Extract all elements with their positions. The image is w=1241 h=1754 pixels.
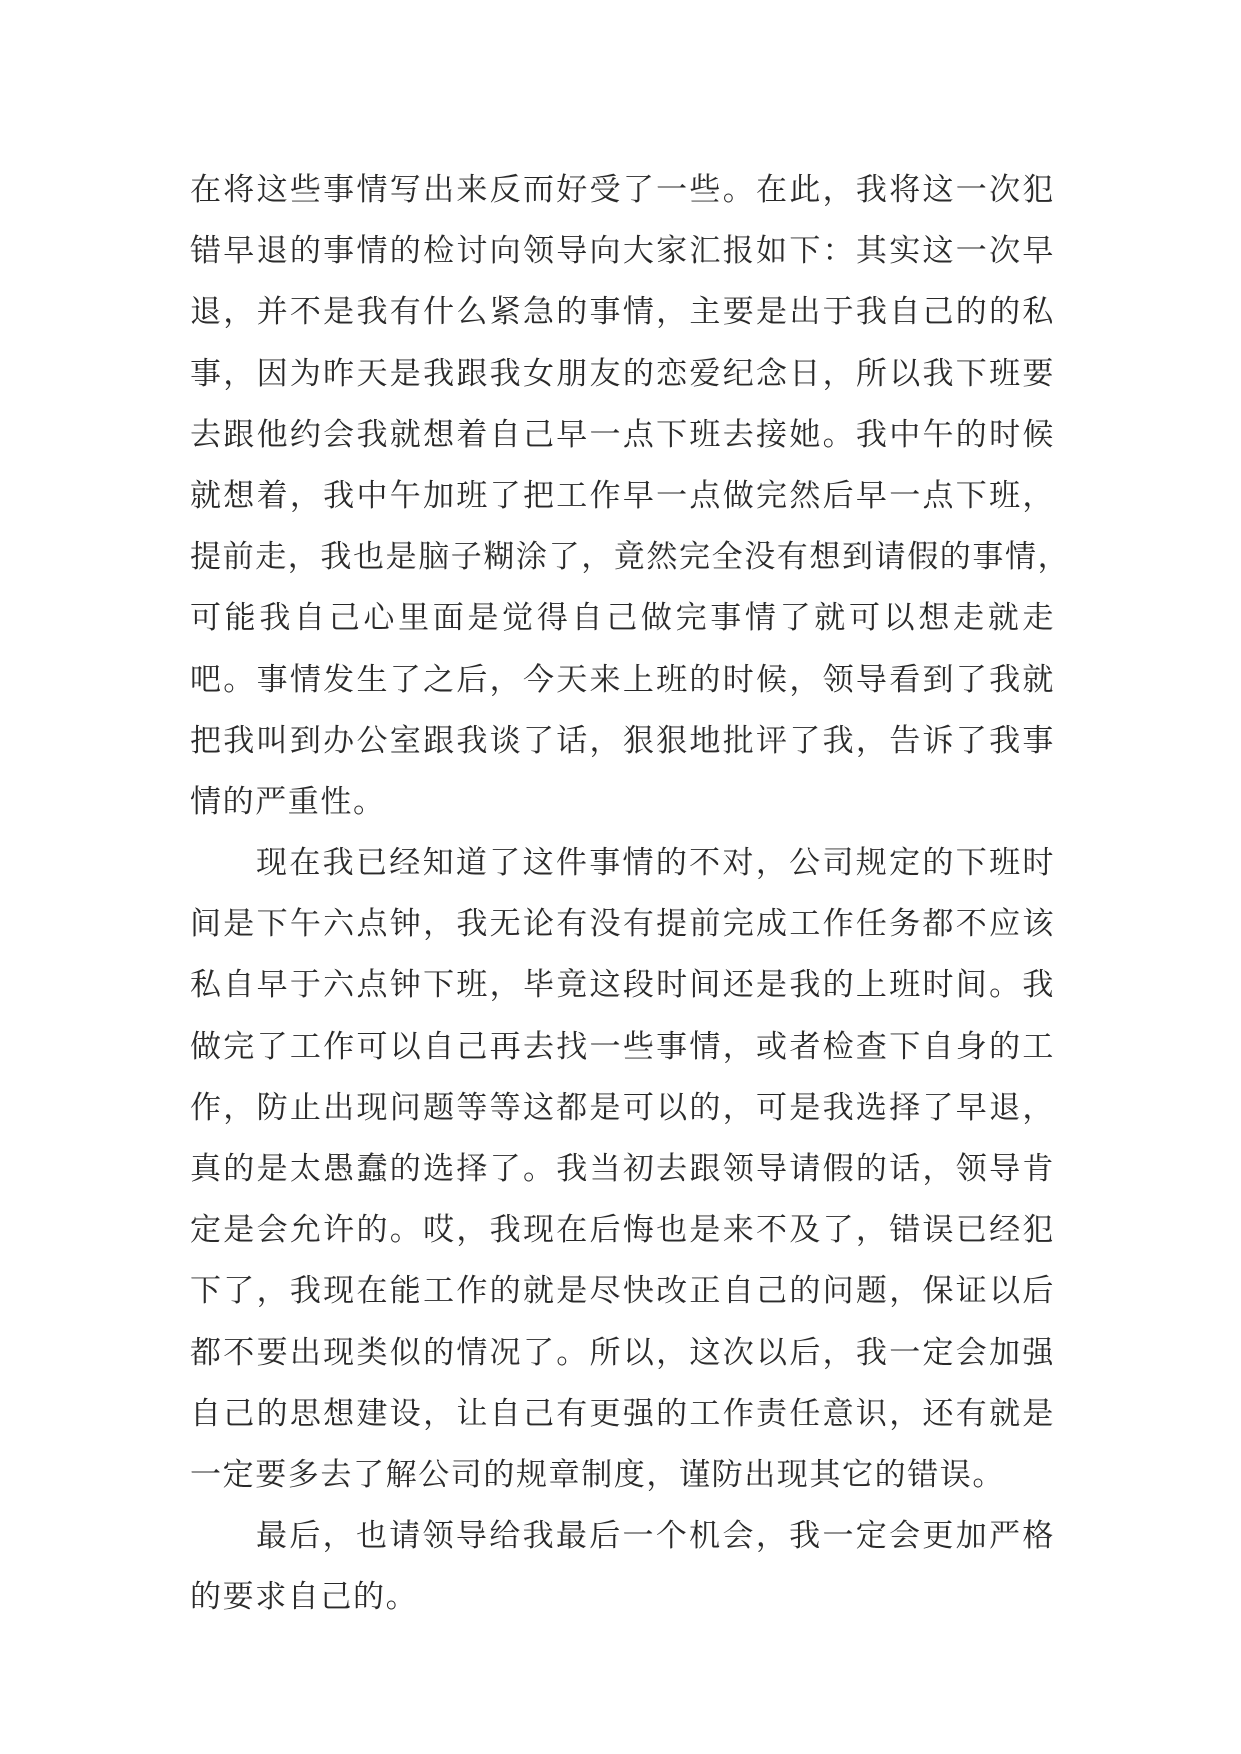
text-line: 把我叫到办公室跟我谈了话，狠狠地批评了我，告诉了我事 (190, 722, 1055, 759)
text-line: 做完了工作可以自己再去找一些事情，或者检查下自身的工 (190, 1028, 1055, 1065)
text-line: 去跟他约会我就想着自己早一点下班去接她。我中午的时候 (190, 416, 1055, 453)
paragraph (190, 1506, 1055, 1628)
text-line: 定是会允许的。哎，我现在后悔也是来不及了，错误已经犯 (190, 1212, 1055, 1249)
text-line: 退，并不是我有什么紧急的事情，主要是出于我自己的的私 (190, 294, 1055, 331)
text-line: 可能我自己心里面是觉得自己做完事情了就可以想走就走 (190, 600, 1055, 637)
text-line: 的要求自己的。 (190, 1579, 419, 1616)
text-line: 提前走，我也是脑子糊涂了，竟然完全没有想到请假的事情， (190, 539, 1071, 576)
text-line: 就想着，我中午加班了把工作早一点做完然后早一点下班， (190, 477, 1055, 514)
document-body (190, 160, 1071, 1629)
text-line: 一定要多去了解公司的规章制度，谨防出现其它的错误。 (190, 1456, 1005, 1493)
text-line: 私自早于六点钟下班，毕竟这段时间还是我的上班时间。我 (190, 967, 1055, 1004)
text-line: 真的是太愚蠢的选择了。我当初去跟领导请假的话，领导肯 (190, 1151, 1055, 1187)
text-line: 间是下午六点钟，我无论有没有提前完成工作任务都不应该 (190, 906, 1055, 943)
text-line: 事，因为昨天是我跟我女朋友的恋爱纪念日，所以我下班要 (190, 355, 1055, 392)
text-line: 错早退的事情的检讨向领导向大家汇报如下：其实这一次早 (190, 233, 1055, 270)
paragraph (190, 160, 1071, 833)
paragraph (190, 833, 1055, 1506)
text-line: 最后，也请领导给我最后一个机会，我一定会更加严格 (256, 1518, 1055, 1555)
text-line: 吧。事情发生了之后，今天来上班的时候，领导看到了我就 (190, 661, 1055, 698)
text-line: 情的严重性。 (190, 783, 386, 820)
text-line: 现在我已经知道了这件事情的不对，公司规定的下班时 (256, 845, 1055, 882)
text-line: 都不要出现类似的情况了。所以，这次以后，我一定会加强 (190, 1334, 1055, 1371)
text-line: 在将这些事情写出来反而好受了一些。在此，我将这一次犯 (190, 172, 1055, 208)
text-line: 作，防止出现问题等等这都是可以的，可是我选择了早退， (190, 1089, 1055, 1126)
text-line: 下了，我现在能工作的就是尽快改正自己的问题，保证以后 (190, 1273, 1055, 1310)
text-line: 自己的思想建设，让自己有更强的工作责任意识，还有就是 (190, 1395, 1055, 1432)
